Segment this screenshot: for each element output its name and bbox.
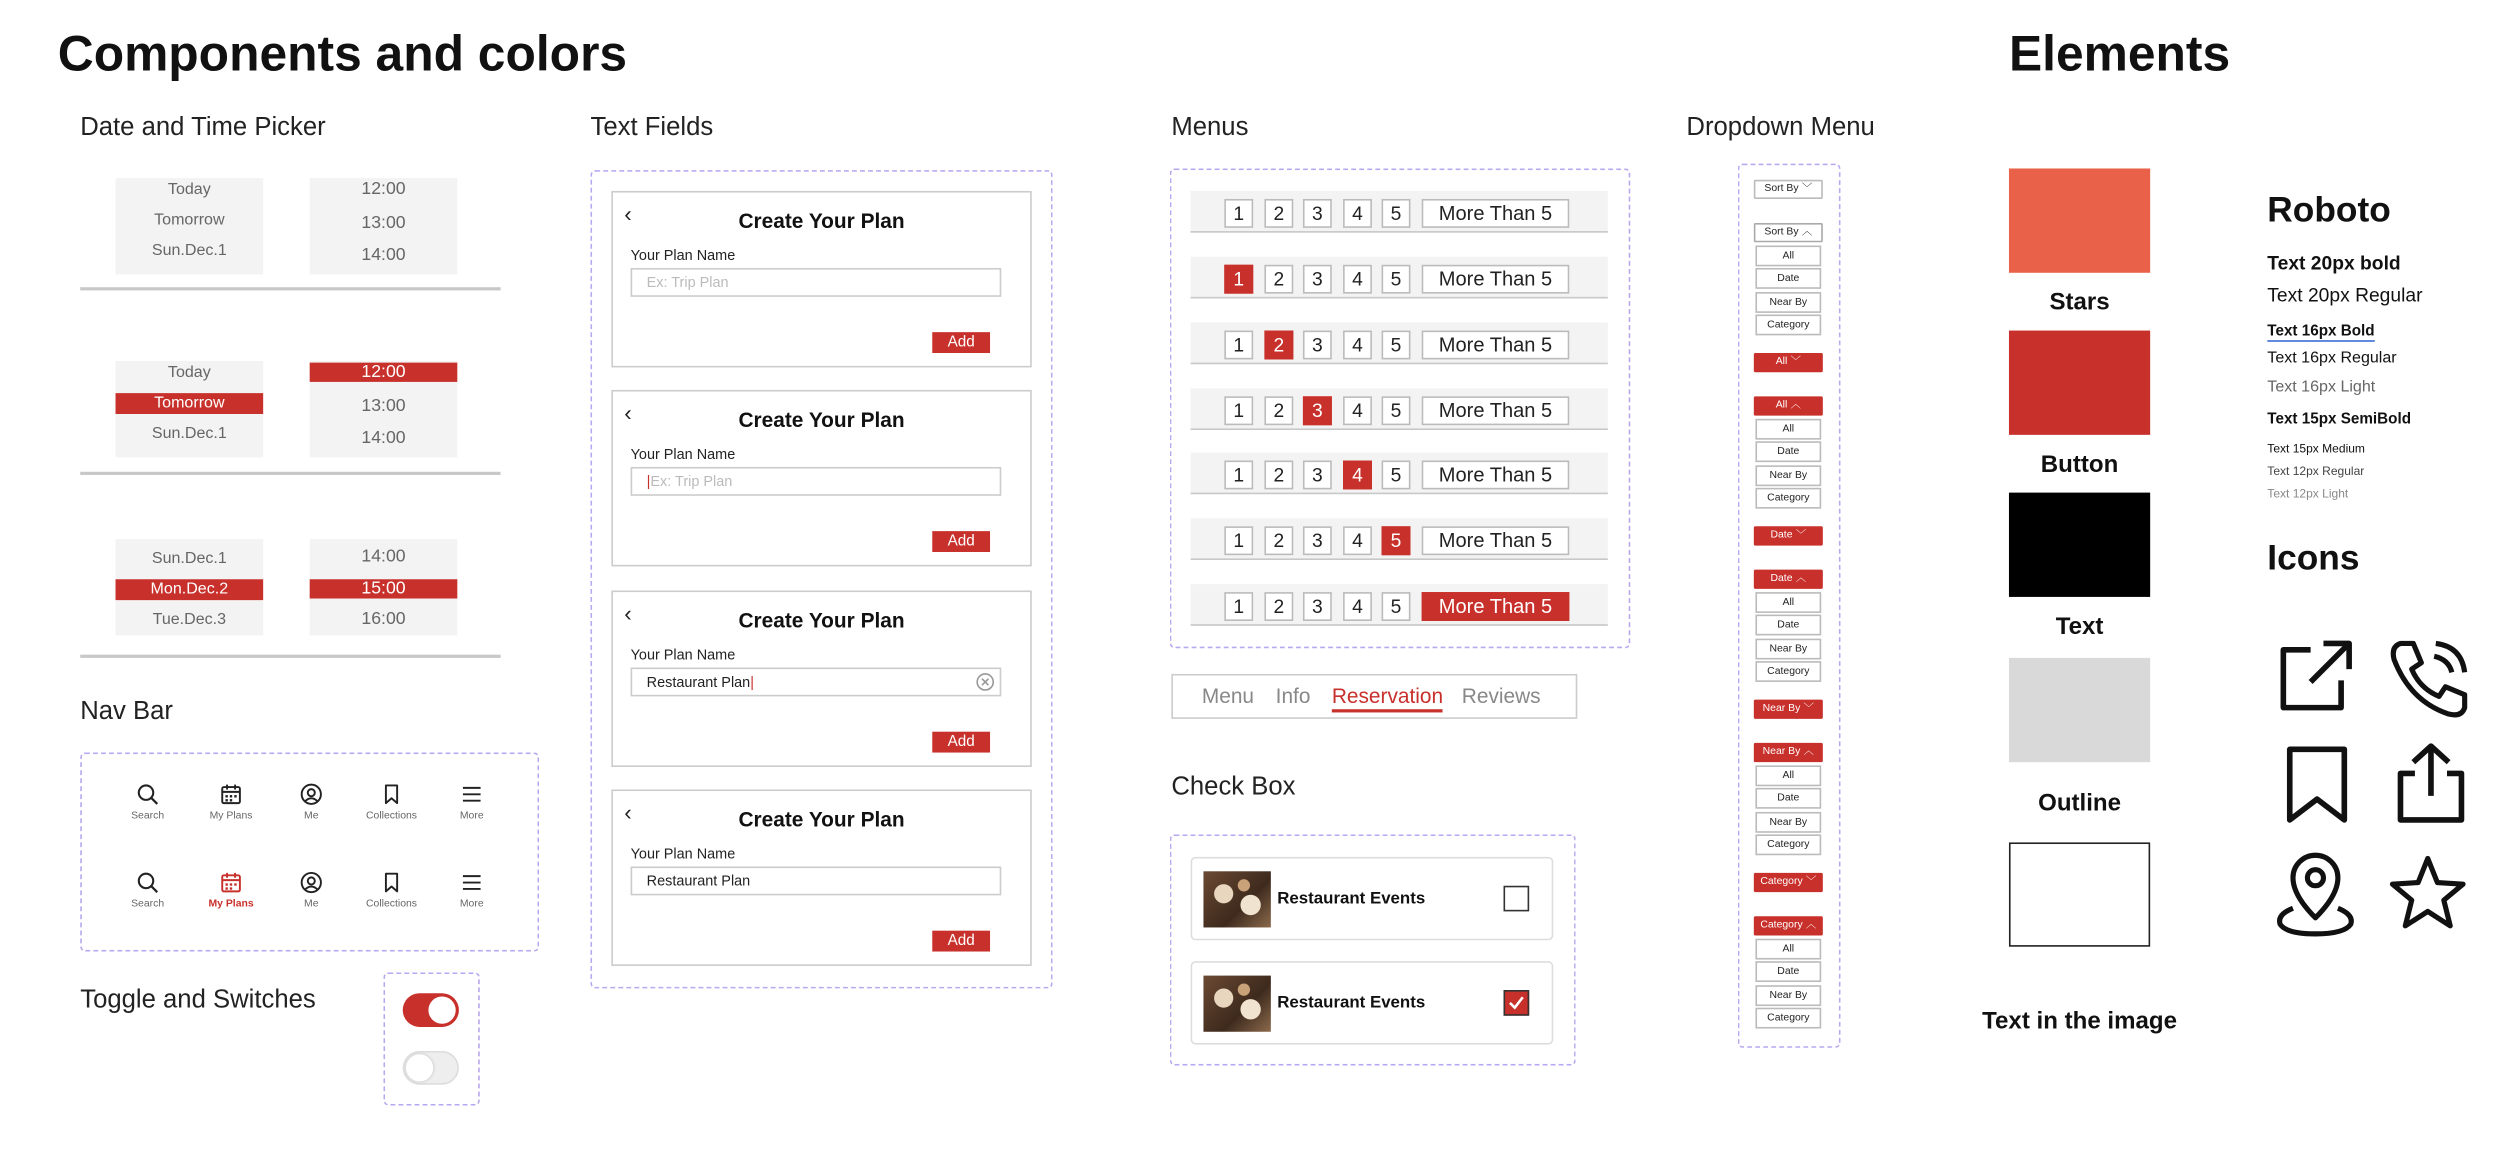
- number-option[interactable]: 2: [1264, 592, 1293, 621]
- swatch-label: Text: [2055, 612, 2104, 641]
- number-option[interactable]: 5: [1382, 461, 1411, 490]
- field-label: Your Plan Name: [630, 646, 736, 663]
- dropdown-option[interactable]: Category: [1755, 1008, 1821, 1029]
- nav-item-me[interactable]: [282, 783, 340, 822]
- date-column[interactable]: [116, 178, 264, 274]
- nav-label: Me: [304, 898, 319, 910]
- chevron-up-icon: ︿: [1790, 399, 1801, 411]
- restaurant-photo: [1203, 976, 1270, 1032]
- dropdown-option[interactable]: Near By: [1755, 465, 1821, 486]
- swatch-label: Stars: [2049, 288, 2110, 317]
- text-cursor: |: [750, 673, 754, 690]
- type-sample: Text 12px Light: [2267, 486, 2349, 501]
- nav-item-me[interactable]: [282, 871, 340, 910]
- dropdown-option[interactable]: Date: [1755, 962, 1821, 983]
- nav-label: Search: [131, 810, 165, 822]
- more-than-5-option-selected[interactable]: More Than 5: [1422, 592, 1570, 621]
- dropdown-option[interactable]: All: [1755, 939, 1821, 960]
- number-menu-row: [1191, 388, 1608, 430]
- nav-label: My Plans: [208, 898, 254, 910]
- plan-name-input[interactable]: Ex: Trip Plan: [631, 268, 1002, 297]
- number-option[interactable]: 5: [1382, 592, 1411, 621]
- nav-item-collections[interactable]: [363, 783, 421, 822]
- add-button[interactable]: Add: [932, 531, 990, 552]
- number-option[interactable]: 1: [1224, 199, 1253, 228]
- icons-title: Icons: [2267, 537, 2360, 578]
- filter-dropdown[interactable]: [1754, 873, 1823, 892]
- external-link-icon: [2275, 637, 2355, 717]
- check-box-heading: Check Box: [1171, 773, 1296, 801]
- outline-color-swatch: [2009, 658, 2150, 762]
- type-sample: Text 16px Light: [2267, 378, 2376, 397]
- date-option[interactable]: Tue.Dec.3: [152, 611, 227, 630]
- dropdown-label: All: [1775, 356, 1788, 368]
- dropdown-label: Near By: [1762, 746, 1801, 758]
- nav-label: More: [459, 898, 484, 910]
- placeholder-text: Ex: Trip Plan: [650, 473, 733, 490]
- type-sample: Text 12px Regular: [2267, 463, 2365, 479]
- button-color-swatch: [2009, 331, 2150, 435]
- time-option[interactable]: 12:00: [361, 179, 406, 199]
- number-menu-row: [1191, 257, 1608, 299]
- dropdown-option[interactable]: Near By: [1755, 811, 1821, 832]
- type-sample: Text 15px SemiBold: [2267, 410, 2412, 429]
- checkbox-checked[interactable]: [1504, 990, 1530, 1016]
- number-option[interactable]: 5: [1382, 199, 1411, 228]
- tab-reviews[interactable]: Reviews: [1461, 683, 1541, 708]
- search-icon: [136, 783, 158, 805]
- date-option-selected[interactable]: Mon.Dec.2: [116, 579, 264, 600]
- clear-icon[interactable]: [976, 672, 995, 691]
- time-option-selected[interactable]: 12:00: [310, 363, 458, 382]
- filter-dropdown[interactable]: [1754, 353, 1823, 372]
- number-option[interactable]: 2: [1264, 199, 1293, 228]
- text-fields-heading: Text Fields: [590, 113, 714, 142]
- time-column[interactable]: [310, 178, 458, 274]
- chevron-down-icon: ﹀: [1803, 702, 1814, 715]
- number-option[interactable]: 3: [1303, 265, 1332, 294]
- type-sample: Text 15px Medium: [2267, 441, 2365, 456]
- menu-icon: [461, 783, 483, 805]
- number-option[interactable]: 2: [1264, 396, 1293, 425]
- menu-icon: [461, 871, 483, 893]
- more-than-5-option[interactable]: More Than 5: [1422, 396, 1570, 425]
- image-text-color-swatch: [2009, 842, 2150, 946]
- dropdown-option[interactable]: Category: [1755, 834, 1821, 855]
- nav-bar-heading: Nav Bar: [80, 698, 173, 726]
- swatch-label: Button: [2040, 450, 2119, 479]
- number-option[interactable]: 3: [1303, 199, 1332, 228]
- dropdown-option[interactable]: Date: [1755, 442, 1821, 463]
- field-label: Your Plan Name: [630, 845, 736, 862]
- dropdown-option[interactable]: Near By: [1755, 985, 1821, 1006]
- divider: [80, 287, 500, 289]
- number-menu-row: [1191, 323, 1608, 365]
- number-option[interactable]: 4: [1343, 592, 1372, 621]
- search-icon: [136, 871, 158, 893]
- dropdown-label: Near By: [1762, 702, 1801, 715]
- bookmark-icon: [380, 783, 402, 805]
- check-box-item[interactable]: [1191, 857, 1554, 940]
- number-option[interactable]: 3: [1303, 461, 1332, 490]
- number-option[interactable]: 4: [1343, 526, 1372, 555]
- date-column[interactable]: [116, 361, 264, 457]
- number-option-selected[interactable]: 3: [1303, 396, 1332, 425]
- nav-item-my-plans-active[interactable]: [202, 871, 260, 910]
- number-menu-row: [1191, 518, 1608, 560]
- number-menu-row: [1191, 191, 1608, 233]
- plan-name-input-focused[interactable]: [631, 467, 1002, 496]
- nav-label: Me: [304, 810, 319, 822]
- field-label: Your Plan Name: [630, 247, 736, 264]
- divider: [80, 655, 500, 657]
- date-option[interactable]: Sun.Dec.1: [151, 242, 227, 260]
- number-option-selected[interactable]: 4: [1343, 461, 1372, 490]
- dropdown-label: Category: [1760, 919, 1803, 931]
- number-option[interactable]: 2: [1264, 526, 1293, 555]
- nav-item-my-plans[interactable]: [202, 783, 260, 822]
- chevron-down-icon: ﹀: [1801, 182, 1813, 195]
- number-option-selected[interactable]: 2: [1264, 331, 1293, 360]
- filter-dropdown-open[interactable]: [1754, 570, 1823, 589]
- dropdown-option[interactable]: Category: [1755, 661, 1821, 682]
- type-sample: Text 20px bold: [2267, 251, 2401, 275]
- number-option[interactable]: 5: [1382, 265, 1411, 294]
- more-than-5-option[interactable]: More Than 5: [1422, 526, 1570, 555]
- back-icon[interactable]: ‹: [624, 200, 632, 227]
- page-title: Components and colors: [57, 25, 628, 82]
- dropdown-option[interactable]: All: [1755, 765, 1821, 786]
- time-option[interactable]: 14:00: [361, 245, 406, 265]
- more-than-5-option[interactable]: More Than 5: [1422, 265, 1570, 294]
- more-than-5-option[interactable]: More Than 5: [1422, 199, 1570, 228]
- number-option[interactable]: 4: [1343, 199, 1372, 228]
- filter-dropdown-open[interactable]: [1754, 916, 1823, 935]
- number-option[interactable]: 3: [1303, 331, 1332, 360]
- calendar-icon: [220, 871, 242, 893]
- field-label: Your Plan Name: [630, 446, 736, 463]
- divider: [80, 472, 500, 474]
- dropdown-option[interactable]: Date: [1755, 268, 1821, 289]
- elements-title: Elements: [2008, 25, 2231, 82]
- number-option[interactable]: 5: [1382, 331, 1411, 360]
- swatch-label: Text in the image: [1982, 1007, 2177, 1035]
- nav-item-search[interactable]: [119, 783, 177, 822]
- dropdown-option[interactable]: Near By: [1755, 638, 1821, 659]
- dropdown-option[interactable]: All: [1755, 419, 1821, 440]
- create-plan-card: [611, 191, 1031, 368]
- add-button[interactable]: Add: [932, 931, 990, 952]
- chevron-down-icon: ﹀: [1795, 529, 1807, 541]
- number-option[interactable]: 3: [1303, 592, 1332, 621]
- date-option-selected[interactable]: Tomorrow: [116, 393, 264, 414]
- type-sample: Text 16px Regular: [2267, 349, 2397, 368]
- nav-item-collections[interactable]: [363, 871, 421, 910]
- dropdown-label: Date: [1770, 529, 1793, 541]
- tab-info[interactable]: Info: [1275, 683, 1311, 708]
- time-option[interactable]: 13:00: [361, 213, 406, 233]
- restaurant-photo: [1203, 871, 1270, 927]
- card-title: Create Your Plan: [738, 608, 905, 633]
- number-option-selected[interactable]: 5: [1382, 526, 1411, 555]
- dropdown-menu-heading: Dropdown Menu: [1686, 113, 1875, 142]
- plan-name-input-typing[interactable]: [631, 668, 1002, 697]
- date-column[interactable]: [116, 539, 264, 635]
- dropdown-option[interactable]: Category: [1755, 488, 1821, 509]
- dropdown-option[interactable]: Near By: [1755, 291, 1821, 312]
- number-option[interactable]: 1: [1224, 461, 1253, 490]
- chevron-down-icon: ﹀: [1805, 876, 1817, 888]
- phone-icon: [2388, 637, 2471, 720]
- back-icon[interactable]: ‹: [624, 399, 632, 426]
- time-column[interactable]: [310, 361, 458, 457]
- location-pin-icon: [2271, 850, 2361, 937]
- number-option[interactable]: 3: [1303, 526, 1332, 555]
- card-title: Create Your Plan: [738, 407, 905, 432]
- chevron-up-icon: ︿: [1801, 226, 1813, 238]
- toggle-on[interactable]: [403, 993, 459, 1027]
- more-than-5-option[interactable]: More Than 5: [1422, 331, 1570, 360]
- nav-label: My Plans: [209, 810, 253, 822]
- number-option[interactable]: 4: [1343, 396, 1372, 425]
- nav-label: Collections: [365, 898, 418, 910]
- chevron-up-icon: ︿: [1805, 919, 1817, 931]
- number-option[interactable]: 2: [1264, 265, 1293, 294]
- plan-name-input-filled[interactable]: Restaurant Plan: [631, 866, 1002, 895]
- filter-dropdown[interactable]: [1754, 700, 1823, 719]
- share-icon: [2392, 741, 2469, 824]
- check-box-label: Restaurant Events: [1277, 888, 1426, 909]
- date-option[interactable]: Sun.Dec.1: [151, 550, 227, 569]
- chevron-up-icon: ︿: [1803, 746, 1814, 758]
- dropdown-option[interactable]: Date: [1755, 788, 1821, 809]
- date-option[interactable]: Sun.Dec.1: [151, 425, 227, 443]
- dropdown-label: Category: [1760, 876, 1803, 888]
- swatch-label: Outline: [2038, 789, 2122, 817]
- more-than-5-option[interactable]: More Than 5: [1422, 461, 1570, 490]
- toggle-knob: [406, 1054, 433, 1081]
- dropdown-label: Sort By: [1764, 226, 1799, 238]
- tab-bar: [1171, 674, 1577, 719]
- type-sample: Text 20px Regular: [2267, 284, 2423, 307]
- date-option[interactable]: Today: [167, 181, 211, 199]
- dropdown-option[interactable]: Date: [1755, 615, 1821, 636]
- date-option[interactable]: Today: [167, 364, 211, 382]
- dropdown-label: All: [1775, 399, 1788, 411]
- check-icon: [1505, 992, 1527, 1014]
- nav-label: More: [459, 810, 484, 822]
- filter-dropdown-open[interactable]: [1754, 396, 1823, 415]
- nav-item-more[interactable]: [443, 783, 501, 822]
- time-option[interactable]: 14:00: [361, 547, 406, 567]
- create-plan-card: [611, 590, 1031, 767]
- date-time-picker-heading: Date and Time Picker: [80, 113, 326, 142]
- bookmark-icon: [2282, 745, 2353, 825]
- toggle-knob: [428, 996, 455, 1023]
- input-value: Restaurant Plan: [646, 673, 751, 690]
- number-option[interactable]: 5: [1382, 396, 1411, 425]
- check-box-label: Restaurant Events: [1277, 993, 1426, 1013]
- sort-by-dropdown-open[interactable]: [1754, 223, 1823, 242]
- stars-color-swatch: [2009, 168, 2150, 272]
- dropdown-label: Sort By: [1764, 182, 1799, 195]
- create-plan-card: [611, 390, 1031, 567]
- chevron-up-icon: ︿: [1795, 572, 1807, 585]
- toggle-off[interactable]: [403, 1051, 459, 1085]
- number-option[interactable]: 4: [1343, 331, 1372, 360]
- toggle-switches-heading: Toggle and Switches: [80, 986, 316, 1015]
- back-icon[interactable]: ‹: [624, 799, 632, 825]
- number-option[interactable]: 2: [1264, 461, 1293, 490]
- dropdown-option[interactable]: Category: [1755, 314, 1821, 335]
- number-option-selected[interactable]: 1: [1224, 265, 1253, 294]
- filter-dropdown-open[interactable]: [1754, 743, 1823, 762]
- bookmark-icon: [380, 871, 402, 893]
- card-title: Create Your Plan: [738, 807, 905, 832]
- back-icon[interactable]: ‹: [624, 600, 632, 626]
- nav-item-search[interactable]: [119, 871, 177, 910]
- time-option[interactable]: 16:00: [361, 609, 406, 630]
- number-menu-row: [1191, 452, 1608, 494]
- time-option-selected[interactable]: 15:00: [310, 579, 458, 598]
- dropdown-option[interactable]: All: [1755, 246, 1821, 267]
- date-option[interactable]: Tomorrow: [154, 211, 225, 230]
- number-option[interactable]: 1: [1224, 592, 1253, 621]
- tab-menu[interactable]: Menu: [1201, 683, 1255, 708]
- star-icon: [2388, 854, 2468, 934]
- check-box-item[interactable]: [1191, 961, 1554, 1044]
- checkbox-unchecked[interactable]: [1504, 886, 1530, 912]
- profile-icon: [300, 783, 322, 805]
- text-color-swatch: [2009, 493, 2150, 597]
- profile-icon: [300, 871, 322, 893]
- nav-label: Search: [131, 898, 165, 910]
- font-name: Roboto: [2267, 189, 2391, 230]
- number-option[interactable]: 4: [1343, 265, 1372, 294]
- dropdown-label: Date: [1770, 572, 1793, 585]
- nav-item-more[interactable]: [443, 871, 501, 910]
- number-menu-row: [1191, 584, 1608, 626]
- calendar-icon: [220, 783, 242, 805]
- number-option[interactable]: 1: [1224, 331, 1253, 360]
- add-button[interactable]: Add: [932, 732, 990, 753]
- time-option[interactable]: 13:00: [361, 396, 406, 416]
- card-title: Create Your Plan: [738, 208, 905, 233]
- tab-reservation-active[interactable]: Reservation: [1332, 684, 1443, 713]
- type-sample: Text 16px Bold: [2267, 322, 2375, 341]
- number-option[interactable]: 1: [1224, 526, 1253, 555]
- menus-heading: Menus: [1171, 113, 1249, 142]
- add-button[interactable]: Add: [932, 332, 990, 353]
- create-plan-card: [611, 789, 1031, 966]
- nav-label: Collections: [365, 810, 418, 822]
- text-cursor: |: [646, 473, 651, 490]
- number-option[interactable]: 1: [1224, 396, 1253, 425]
- time-option[interactable]: 14:00: [361, 428, 406, 448]
- sort-by-dropdown[interactable]: [1754, 180, 1823, 199]
- dropdown-option[interactable]: All: [1755, 592, 1821, 613]
- filter-dropdown[interactable]: [1754, 526, 1823, 545]
- chevron-down-icon: ﹀: [1790, 356, 1801, 368]
- time-column[interactable]: [310, 539, 458, 635]
